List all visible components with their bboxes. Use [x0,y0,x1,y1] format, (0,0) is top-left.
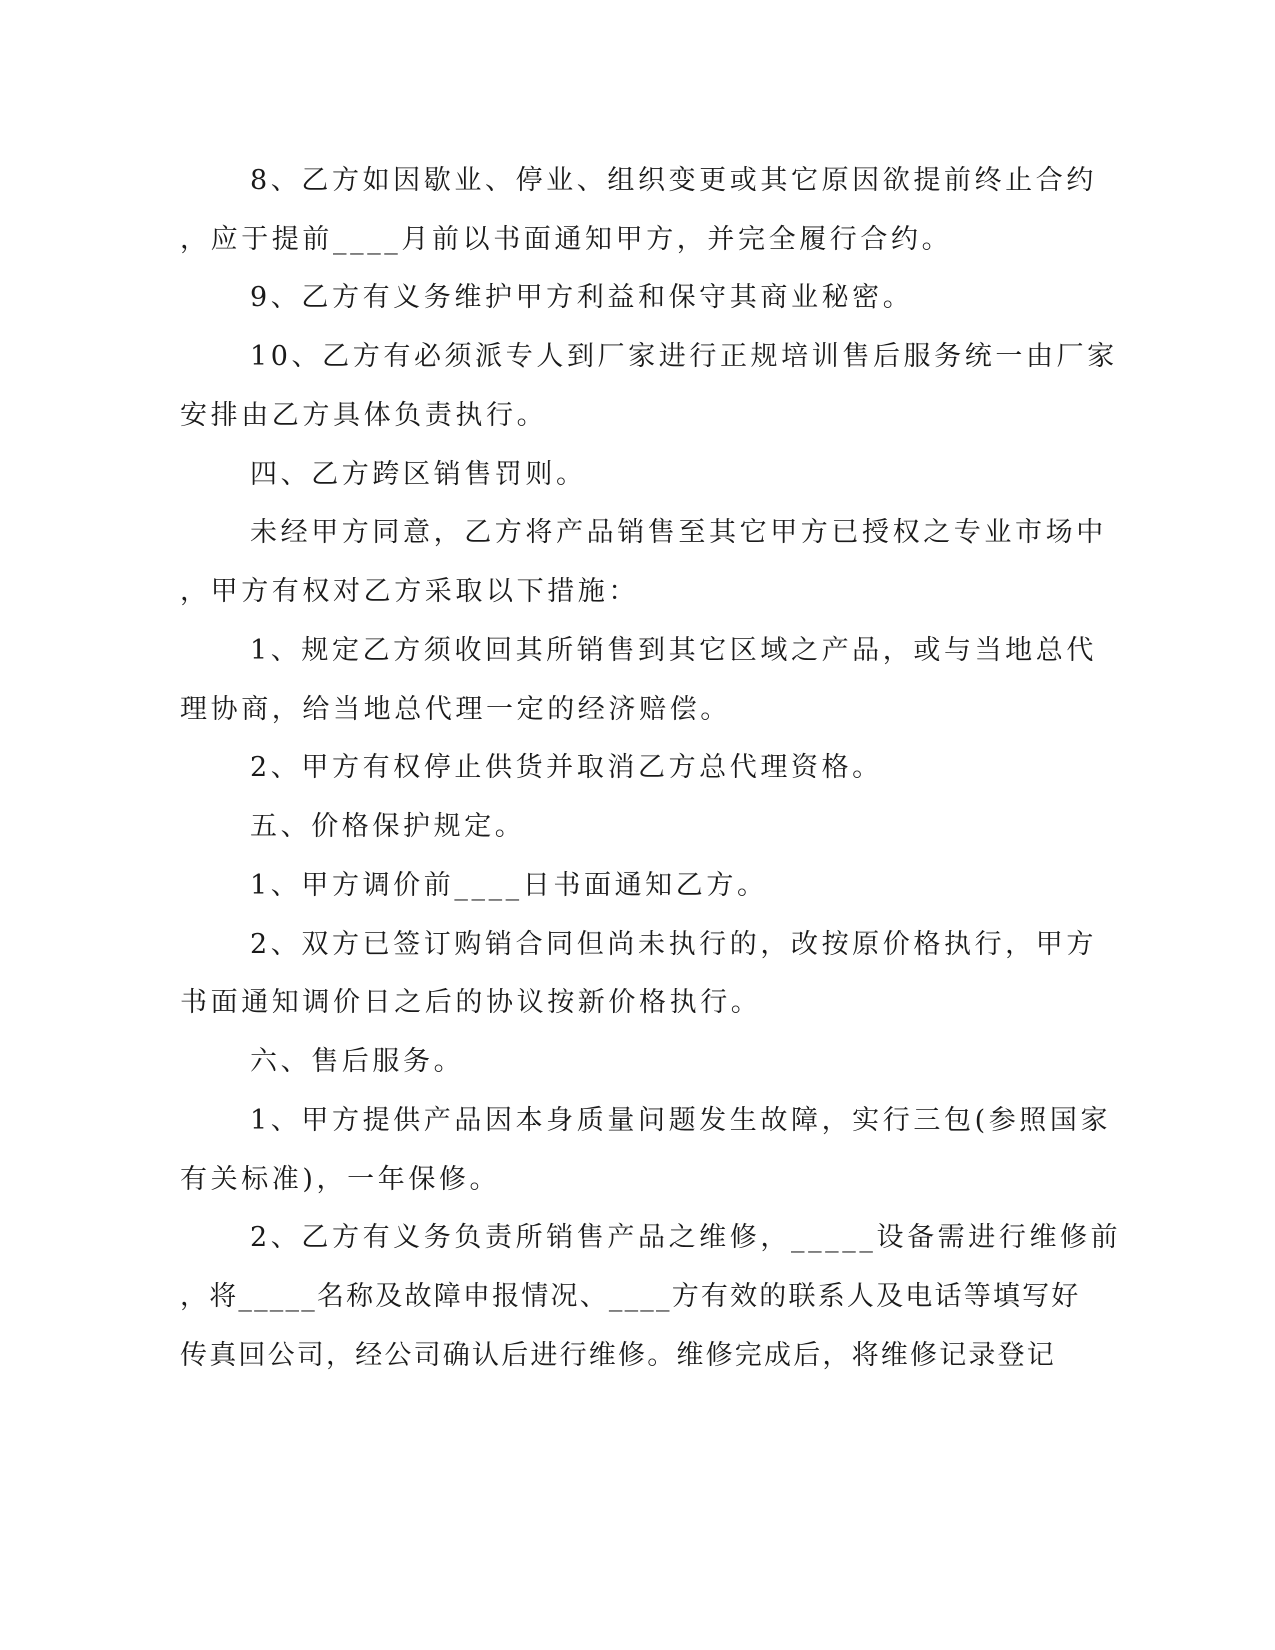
section-6-item-2-line-3: 传真回公司，经公司确认后进行维修。维修完成后，将维修记录登记 [180,1340,1056,1371]
clause-8-line-2: ，应于提前____月前以书面通知甲方，并完全履行合约。 [180,224,953,255]
section-4-intro-line-2: ，甲方有权对乙方采取以下措施： [180,576,639,607]
section-4-item-1-line-2: 理协商，给当地总代理一定的经济赔偿。 [180,694,731,725]
clause-10-line-2: 安排由乙方具体负责执行。 [180,400,548,431]
section-4-item-2: 2、甲方有权停止供货并取消乙方总代理资格。 [250,752,883,783]
section-6-item-1-line-1: 1、甲方提供产品因本身质量问题发生故障，实行三包(参照国家 [250,1105,1112,1136]
section-6-item-2-line-1: 2、乙方有义务负责所销售产品之维修，_____设备需进行维修前 [250,1222,1122,1253]
section-4-heading: 四、乙方跨区销售罚则。 [250,459,587,490]
section-4-intro-line-1: 未经甲方同意，乙方将产品销售至其它甲方已授权之专业市场中 [250,517,1107,548]
section-5-item-2-line-2: 书面通知调价日之后的协议按新价格执行。 [180,987,762,1018]
clause-10-line-1: 10、乙方有必须派专人到厂家进行正规培训售后服务统一由厂家 [250,341,1118,372]
section-6-item-1-line-2: 有关标准)，一年保修。 [180,1164,501,1195]
section-6-heading: 六、售后服务。 [250,1046,465,1077]
clause-8-line-1: 8、乙方如因歇业、停业、组织变更或其它原因欲提前终止合约 [250,165,1097,196]
clause-9: 9、乙方有义务维护甲方利益和保守其商业秘密。 [250,282,914,313]
section-5-heading: 五、价格保护规定。 [250,811,526,842]
section-5-item-2-line-1: 2、双方已签订购销合同但尚未执行的，改按原价格执行，甲方 [250,929,1097,960]
section-5-item-1: 1、甲方调价前____日书面通知乙方。 [250,870,768,901]
section-4-item-1-line-1: 1、规定乙方须收回其所销售到其它区域之产品，或与当地总代 [250,635,1097,666]
section-6-item-2-line-2: ，将_____名称及故障申报情况、____方有效的联系人及电话等填写好 [180,1281,1081,1312]
